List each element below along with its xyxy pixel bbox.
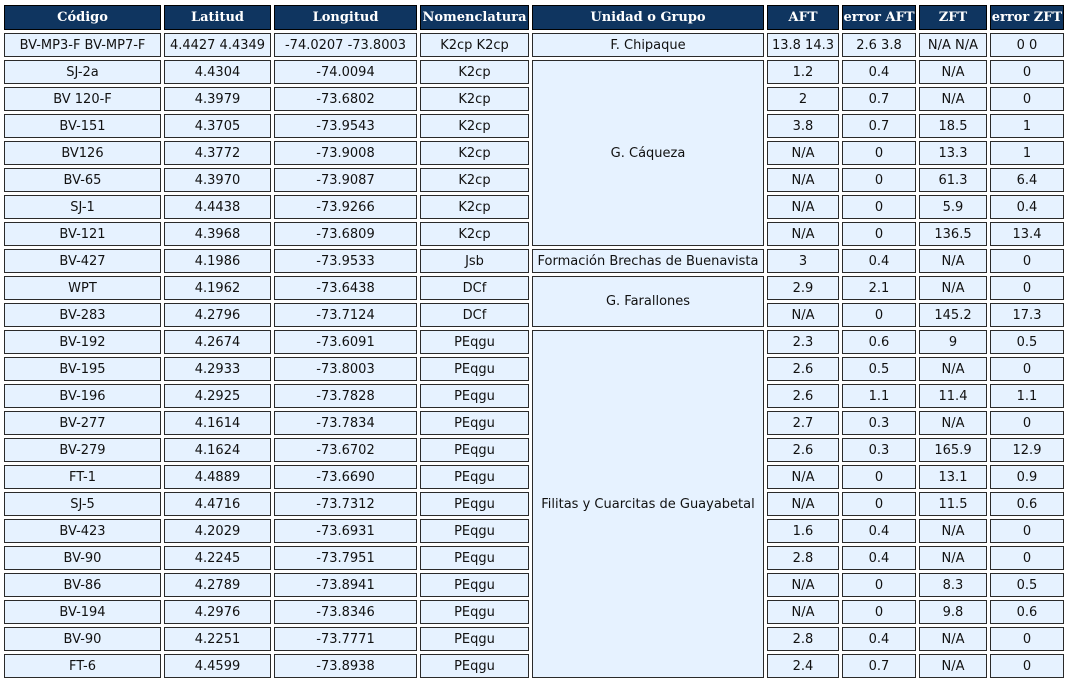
cell-latitud: 4.3970 (164, 168, 271, 192)
cell-codigo: SJ-5 (4, 492, 161, 516)
cell-error-zft: 0 0 (990, 33, 1064, 57)
cell-nomenclatura: DCf (420, 303, 529, 327)
cell-latitud: 4.2251 (164, 627, 271, 651)
cell-latitud: 4.1614 (164, 411, 271, 435)
cell-latitud: 4.3968 (164, 222, 271, 246)
cell-longitud: -73.7834 (274, 411, 417, 435)
cell-aft: 3 (767, 249, 839, 273)
cell-error-zft: 0 (990, 546, 1064, 570)
cell-zft: 8.3 (919, 573, 987, 597)
cell-zft: N/A (919, 276, 987, 300)
cell-zft: 11.4 (919, 384, 987, 408)
cell-longitud: -73.6690 (274, 465, 417, 489)
header-error-aft: error AFT (842, 5, 916, 30)
cell-error-aft: 0 (842, 465, 916, 489)
cell-aft: 2.7 (767, 411, 839, 435)
cell-nomenclatura: PEqgu (420, 654, 529, 678)
cell-error-zft: 0.9 (990, 465, 1064, 489)
cell-error-aft: 0.6 (842, 330, 916, 354)
cell-latitud: 4.3979 (164, 87, 271, 111)
cell-codigo: BV-423 (4, 519, 161, 543)
cell-longitud: -73.6438 (274, 276, 417, 300)
cell-codigo: BV-86 (4, 573, 161, 597)
cell-longitud: -73.6702 (274, 438, 417, 462)
table-row (4, 33, 1064, 57)
header-codigo: Código (4, 5, 161, 30)
cell-aft: N/A (767, 168, 839, 192)
cell-nomenclatura: K2cp K2cp (420, 33, 529, 57)
cell-aft: N/A (767, 222, 839, 246)
cell-zft: N/A (919, 357, 987, 381)
cell-longitud: -73.9533 (274, 249, 417, 273)
cell-zft: 13.1 (919, 465, 987, 489)
cell-nomenclatura: K2cp (420, 141, 529, 165)
cell-nomenclatura: K2cp (420, 222, 529, 246)
header-aft: AFT (767, 5, 839, 30)
cell-latitud: 4.1962 (164, 276, 271, 300)
cell-aft: 13.8 14.3 (767, 33, 839, 57)
cell-codigo: BV-194 (4, 600, 161, 624)
cell-aft: 2.4 (767, 654, 839, 678)
cell-nomenclatura: PEqgu (420, 573, 529, 597)
header-longitud: Longitud (274, 5, 417, 30)
cell-zft: N/A (919, 411, 987, 435)
cell-longitud: -73.8938 (274, 654, 417, 678)
cell-longitud: -73.9266 (274, 195, 417, 219)
cell-error-zft: 0 (990, 87, 1064, 111)
cell-zft: N/A (919, 249, 987, 273)
cell-latitud: 4.4427 4.4349 (164, 33, 271, 57)
cell-error-zft: 0 (990, 357, 1064, 381)
cell-error-aft: 1.1 (842, 384, 916, 408)
cell-codigo: SJ-1 (4, 195, 161, 219)
cell-nomenclatura: K2cp (420, 195, 529, 219)
cell-longitud: -73.8346 (274, 600, 417, 624)
cell-nomenclatura: PEqgu (420, 357, 529, 381)
cell-nomenclatura: PEqgu (420, 600, 529, 624)
cell-error-zft: 6.4 (990, 168, 1064, 192)
cell-error-aft: 0 (842, 303, 916, 327)
cell-error-zft: 1 (990, 141, 1064, 165)
cell-error-zft: 0.4 (990, 195, 1064, 219)
cell-nomenclatura: PEqgu (420, 438, 529, 462)
cell-longitud: -73.6091 (274, 330, 417, 354)
cell-error-zft: 0.6 (990, 492, 1064, 516)
cell-aft: 1.6 (767, 519, 839, 543)
cell-unidad: G. Cáqueza (532, 60, 764, 246)
cell-aft: 2.9 (767, 276, 839, 300)
cell-codigo: BV-279 (4, 438, 161, 462)
cell-longitud: -73.7312 (274, 492, 417, 516)
cell-nomenclatura: K2cp (420, 60, 529, 84)
cell-unidad: Filitas y Cuarcitas de Guayabetal (532, 330, 764, 678)
cell-error-zft: 0 (990, 60, 1064, 84)
cell-nomenclatura: PEqgu (420, 330, 529, 354)
cell-aft: N/A (767, 195, 839, 219)
header-latitud: Latitud (164, 5, 271, 30)
cell-codigo: BV 120-F (4, 87, 161, 111)
cell-longitud: -73.7771 (274, 627, 417, 651)
cell-codigo: BV-MP3-F BV-MP7-F (4, 33, 161, 57)
cell-nomenclatura: Jsb (420, 249, 529, 273)
cell-nomenclatura: PEqgu (420, 627, 529, 651)
cell-codigo: FT-1 (4, 465, 161, 489)
cell-latitud: 4.4716 (164, 492, 271, 516)
cell-error-aft: 0.7 (842, 87, 916, 111)
cell-codigo: FT-6 (4, 654, 161, 678)
cell-nomenclatura: PEqgu (420, 465, 529, 489)
cell-error-aft: 0.4 (842, 249, 916, 273)
cell-unidad: F. Chipaque (532, 33, 764, 57)
cell-codigo: BV-196 (4, 384, 161, 408)
cell-error-aft: 0.7 (842, 654, 916, 678)
cell-codigo: BV126 (4, 141, 161, 165)
cell-error-zft: 13.4 (990, 222, 1064, 246)
cell-error-zft: 0 (990, 249, 1064, 273)
cell-error-aft: 0 (842, 600, 916, 624)
cell-error-zft: 17.3 (990, 303, 1064, 327)
cell-longitud: -73.9087 (274, 168, 417, 192)
cell-longitud: -73.6802 (274, 87, 417, 111)
cell-error-aft: 0 (842, 195, 916, 219)
cell-aft: 1.2 (767, 60, 839, 84)
cell-error-zft: 1 (990, 114, 1064, 138)
cell-nomenclatura: PEqgu (420, 492, 529, 516)
cell-latitud: 4.4599 (164, 654, 271, 678)
cell-longitud: -73.8003 (274, 357, 417, 381)
cell-longitud: -73.8941 (274, 573, 417, 597)
cell-codigo: BV-65 (4, 168, 161, 192)
cell-zft: 9.8 (919, 600, 987, 624)
cell-codigo: BV-90 (4, 546, 161, 570)
cell-error-aft: 0.4 (842, 519, 916, 543)
cell-longitud: -73.7828 (274, 384, 417, 408)
cell-latitud: 4.3772 (164, 141, 271, 165)
cell-error-aft: 0.3 (842, 438, 916, 462)
cell-codigo: SJ-2a (4, 60, 161, 84)
cell-error-zft: 0 (990, 276, 1064, 300)
cell-aft: 3.8 (767, 114, 839, 138)
header-nomenclatura: Nomenclatura (420, 5, 529, 30)
cell-error-zft: 0.5 (990, 573, 1064, 597)
cell-error-aft: 0 (842, 222, 916, 246)
cell-aft: N/A (767, 492, 839, 516)
cell-error-zft: 1.1 (990, 384, 1064, 408)
cell-codigo: BV-90 (4, 627, 161, 651)
cell-error-aft: 0 (842, 141, 916, 165)
cell-nomenclatura: PEqgu (420, 519, 529, 543)
cell-nomenclatura: PEqgu (420, 411, 529, 435)
cell-error-aft: 2.1 (842, 276, 916, 300)
cell-codigo: BV-277 (4, 411, 161, 435)
cell-latitud: 4.2976 (164, 600, 271, 624)
cell-error-zft: 0 (990, 654, 1064, 678)
header-row (4, 5, 1064, 30)
cell-error-zft: 0.6 (990, 600, 1064, 624)
table-row (4, 249, 1064, 273)
header-error-zft: error ZFT (990, 5, 1064, 30)
cell-latitud: 4.4438 (164, 195, 271, 219)
cell-longitud: -73.6931 (274, 519, 417, 543)
cell-zft: 5.9 (919, 195, 987, 219)
cell-latitud: 4.2029 (164, 519, 271, 543)
cell-zft: N/A (919, 654, 987, 678)
cell-latitud: 4.2789 (164, 573, 271, 597)
cell-error-zft: 0 (990, 519, 1064, 543)
cell-nomenclatura: K2cp (420, 168, 529, 192)
cell-error-aft: 0.4 (842, 60, 916, 84)
cell-longitud: -74.0207 -73.8003 (274, 33, 417, 57)
cell-zft: 11.5 (919, 492, 987, 516)
cell-latitud: 4.2796 (164, 303, 271, 327)
cell-aft: 2.8 (767, 627, 839, 651)
cell-codigo: WPT (4, 276, 161, 300)
cell-aft: 2.6 (767, 357, 839, 381)
header-zft: ZFT (919, 5, 987, 30)
cell-zft: 136.5 (919, 222, 987, 246)
cell-zft: 145.2 (919, 303, 987, 327)
cell-error-aft: 2.6 3.8 (842, 33, 916, 57)
cell-latitud: 4.2933 (164, 357, 271, 381)
cell-error-zft: 0.5 (990, 330, 1064, 354)
cell-aft: N/A (767, 141, 839, 165)
samples-table (1, 2, 1067, 681)
header-unidad: Unidad o Grupo (532, 5, 764, 30)
cell-latitud: 4.1986 (164, 249, 271, 273)
cell-latitud: 4.4304 (164, 60, 271, 84)
cell-aft: 2.8 (767, 546, 839, 570)
cell-zft: 9 (919, 330, 987, 354)
cell-error-zft: 0 (990, 627, 1064, 651)
cell-aft: 2 (767, 87, 839, 111)
cell-longitud: -73.6809 (274, 222, 417, 246)
cell-zft: 13.3 (919, 141, 987, 165)
table-row (4, 330, 1064, 354)
cell-codigo: BV-283 (4, 303, 161, 327)
cell-zft: N/A (919, 519, 987, 543)
cell-longitud: -74.0094 (274, 60, 417, 84)
cell-error-zft: 0 (990, 411, 1064, 435)
cell-aft: 2.6 (767, 438, 839, 462)
cell-unidad: G. Farallones (532, 276, 764, 327)
cell-zft: N/A (919, 87, 987, 111)
cell-nomenclatura: K2cp (420, 87, 529, 111)
cell-longitud: -73.7951 (274, 546, 417, 570)
cell-unidad: Formación Brechas de Buenavista (532, 249, 764, 273)
cell-zft: N/A N/A (919, 33, 987, 57)
cell-codigo: BV-121 (4, 222, 161, 246)
cell-aft: N/A (767, 465, 839, 489)
cell-error-aft: 0.3 (842, 411, 916, 435)
cell-zft: N/A (919, 60, 987, 84)
cell-aft: N/A (767, 303, 839, 327)
cell-zft: 165.9 (919, 438, 987, 462)
cell-aft: 2.3 (767, 330, 839, 354)
cell-error-aft: 0.7 (842, 114, 916, 138)
cell-nomenclatura: DCf (420, 276, 529, 300)
cell-error-aft: 0 (842, 168, 916, 192)
cell-error-aft: 0 (842, 492, 916, 516)
cell-error-zft: 12.9 (990, 438, 1064, 462)
cell-error-aft: 0 (842, 573, 916, 597)
cell-aft: N/A (767, 600, 839, 624)
cell-zft: 18.5 (919, 114, 987, 138)
cell-error-aft: 0.4 (842, 627, 916, 651)
cell-codigo: BV-427 (4, 249, 161, 273)
table-body (4, 33, 1064, 678)
cell-codigo: BV-192 (4, 330, 161, 354)
cell-zft: 61.3 (919, 168, 987, 192)
table-row (4, 276, 1064, 300)
cell-codigo: BV-151 (4, 114, 161, 138)
cell-latitud: 4.2245 (164, 546, 271, 570)
cell-latitud: 4.1624 (164, 438, 271, 462)
cell-latitud: 4.2674 (164, 330, 271, 354)
cell-nomenclatura: PEqgu (420, 384, 529, 408)
cell-aft: N/A (767, 573, 839, 597)
cell-aft: 2.6 (767, 384, 839, 408)
cell-latitud: 4.2925 (164, 384, 271, 408)
cell-longitud: -73.9543 (274, 114, 417, 138)
cell-nomenclatura: PEqgu (420, 546, 529, 570)
cell-error-aft: 0.4 (842, 546, 916, 570)
cell-nomenclatura: K2cp (420, 114, 529, 138)
cell-latitud: 4.3705 (164, 114, 271, 138)
cell-longitud: -73.7124 (274, 303, 417, 327)
cell-zft: N/A (919, 627, 987, 651)
table-row (4, 60, 1064, 84)
cell-zft: N/A (919, 546, 987, 570)
cell-error-aft: 0.5 (842, 357, 916, 381)
cell-latitud: 4.4889 (164, 465, 271, 489)
cell-longitud: -73.9008 (274, 141, 417, 165)
cell-codigo: BV-195 (4, 357, 161, 381)
